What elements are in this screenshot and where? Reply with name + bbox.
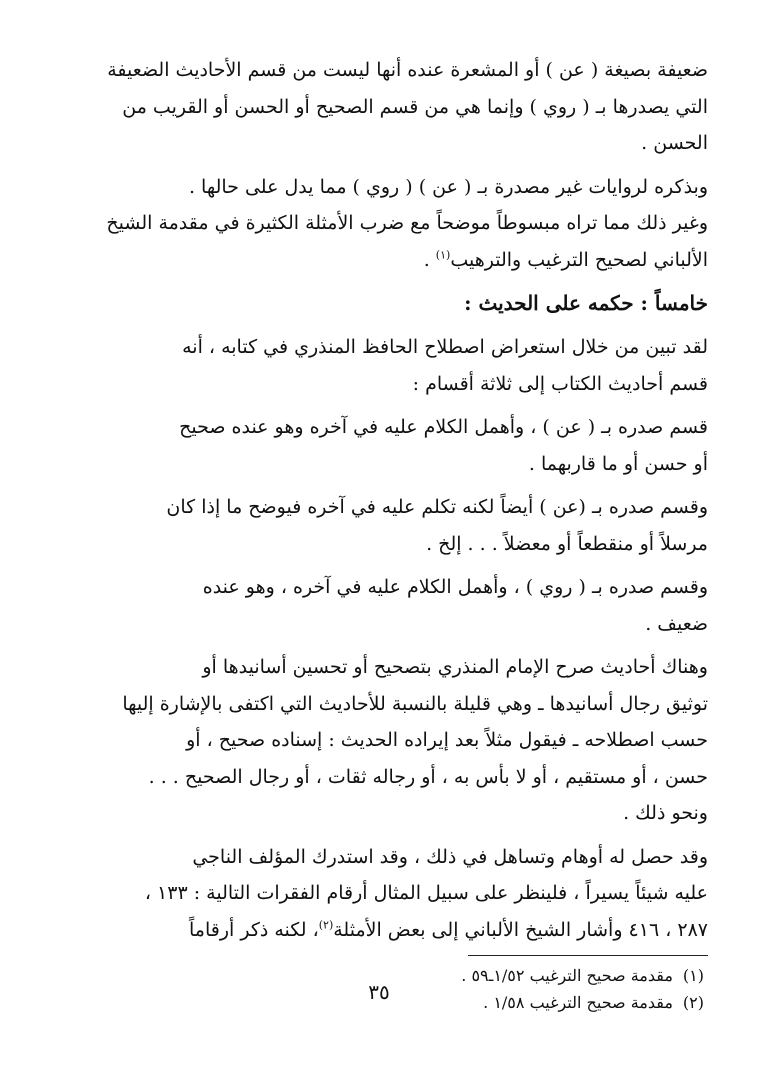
footnote-number: (١) bbox=[682, 966, 704, 985]
footnote-number: (٢) bbox=[682, 993, 704, 1012]
paragraph-2 bbox=[44, 169, 708, 279]
text-line: التي يصدرها بـ ( روي ) وإنما هي من قسم الصحيح أو الحسن أو القريب من bbox=[122, 95, 708, 118]
text-fragment: . bbox=[423, 248, 436, 271]
text-line: وهناك أحاديث صرح الإمام المنذري بتصحيح أو تحسين أسانيدها أو bbox=[202, 656, 708, 678]
text-line: وقسم صدره بـ ( روي ) ، وأهمل الكلام عليه في آخره ، وهو عنده bbox=[202, 576, 708, 598]
text-line: عليه شيئاً يسيراً ، فلينظر على سبيل المثال أرقام الفقرات التالية : ١٣٣ ، bbox=[144, 882, 708, 904]
paragraph-7 bbox=[44, 649, 708, 832]
page-number: ٣٥ bbox=[368, 980, 390, 1004]
text-line: وبذكره لروايات غير مصدرة بـ ( عن ) ( روي ) مما يدل على حالها . bbox=[188, 175, 708, 198]
text-line: وقسم صدره بـ (عن ) أيضاً لكنه تكلم عليه في آخره فيوضح ما إذا كان bbox=[166, 496, 708, 518]
text-fragment: ، لكنه ذكر أرقاماً bbox=[189, 918, 319, 941]
text-line: لقد تبين من خلال استعراض اصطلاح الحافظ المنذري في كتابه ، أنه bbox=[182, 336, 708, 358]
footnote-text: مقدمة صحيح الترغيب ١/٥٨ . bbox=[483, 993, 673, 1012]
text-fragment: ٢٨٧ ، ٤١٦ وأشار الشيخ الألباني إلى بعض الأمثلة bbox=[333, 918, 708, 941]
text-line: حسب اصطلاحه ـ فيقول مثلاً بعد إيراده الحديث : إسناده صحيح ، أو bbox=[186, 729, 708, 751]
footnote-text: مقدمة صحيح الترغيب ١/٥٢ـ٥٩ . bbox=[461, 966, 673, 985]
text-line: قسم صدره بـ ( عن ) ، وأهمل الكلام عليه في آخره وهو عنده صحيح bbox=[179, 416, 708, 438]
paragraph-1 bbox=[44, 52, 708, 162]
footnote-ref-1: (١) bbox=[435, 248, 451, 262]
text-line: أو حسن أو ما قاربهما . bbox=[528, 452, 708, 475]
text-line: الحسن . bbox=[641, 132, 708, 154]
text-line: مرسلاً أو منقطعاً أو معضلاً . . . إلخ . bbox=[426, 532, 708, 555]
text-line bbox=[44, 912, 708, 949]
paragraph-5 bbox=[44, 489, 708, 562]
text-line: وقد حصل له أوهام وتساهل في ذلك ، وقد استدرك المؤلف الناجي bbox=[192, 845, 708, 868]
text-line: حسن ، أو مستقيم ، أو لا بأس به ، أو رجاله ثقات ، أو رجال الصحيح . . . bbox=[148, 765, 708, 788]
paragraph-6 bbox=[44, 569, 708, 642]
paragraph-8 bbox=[44, 839, 708, 949]
footnote-ref-2: (٢) bbox=[318, 918, 334, 932]
text-line: توثيق رجال أسانيدها ـ وهي قليلة بالنسبة للأحاديث التي اكتفى بالإشارة إليها bbox=[122, 692, 708, 715]
text-line: قسم أحاديث الكتاب إلى ثلاثة أقسام : bbox=[412, 372, 708, 395]
text-fragment: الألباني لصحيح الترغيب والترهيب bbox=[450, 248, 708, 271]
text-line: ضعيفة بصيغة ( عن ) أو المشعرة عنده أنها ليست من قسم الأحاديث الضعيفة bbox=[107, 59, 708, 81]
text-line: وغير ذلك مما تراه مبسوطاً موضحاً مع ضرب الأمثلة الكثيرة في مقدمة الشيخ bbox=[106, 212, 708, 234]
text-line bbox=[44, 242, 708, 279]
footnote-separator bbox=[468, 955, 708, 956]
text-line: ونحو ذلك . bbox=[623, 802, 708, 824]
section-heading: خامساً : حكمه على الحديث : bbox=[464, 291, 708, 315]
paragraph-3 bbox=[44, 329, 708, 402]
paragraph-4 bbox=[44, 409, 708, 482]
text-line: ضعيف . bbox=[645, 612, 708, 635]
